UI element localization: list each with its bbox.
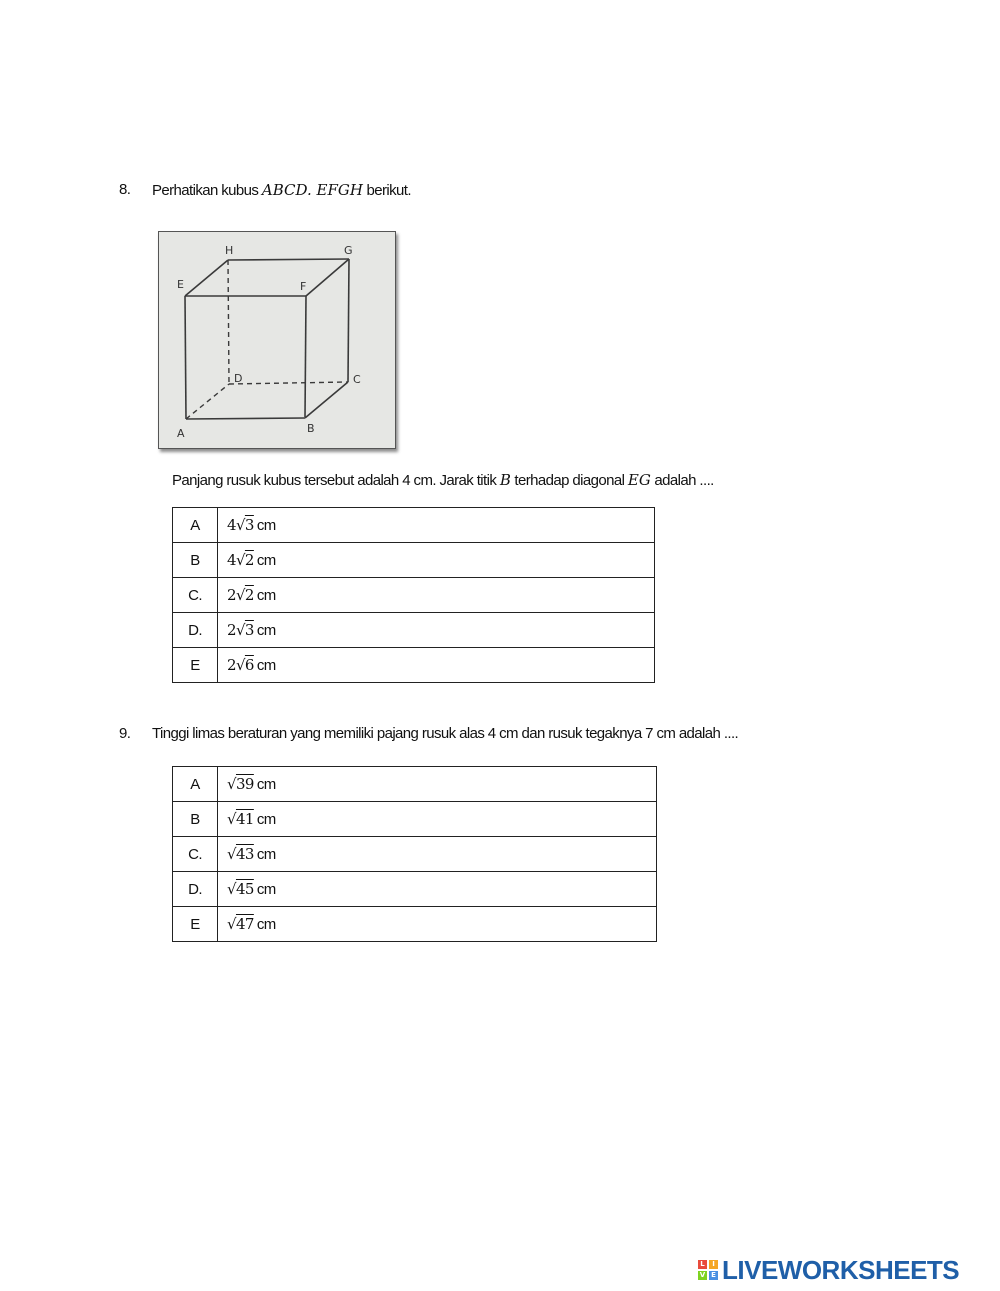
cube-label-b: B [307, 422, 315, 435]
q9-option-e-row[interactable] [173, 907, 657, 942]
q9-option-unit: cm [256, 776, 276, 793]
q9-option-d-row[interactable] [173, 872, 657, 907]
q9-option-unit: cm [256, 811, 276, 828]
root-symbol: √ [235, 551, 245, 569]
q8-option-b-row[interactable] [173, 543, 655, 578]
root-symbol: √ [227, 810, 236, 828]
q9-option-unit: cm [256, 881, 276, 898]
root-symbol: √ [235, 656, 245, 674]
q8-option-coef: 4 [227, 551, 236, 569]
q8-option-e-row[interactable] [173, 648, 655, 683]
question-8-text-part3: adalah .... [654, 472, 714, 489]
q9-option-answer[interactable] [218, 837, 657, 872]
q9-option-answer[interactable] [218, 872, 657, 907]
root-symbol: √ [227, 845, 236, 863]
logo-text: LIVEWORKSHEETS [722, 1254, 960, 1285]
q9-option-answer[interactable] [218, 802, 657, 837]
q8-option-unit: cm [256, 587, 276, 604]
q9-option-letter: C. [173, 837, 218, 872]
q8-option-answer[interactable] [218, 508, 655, 543]
q9-option-radicand: 39 [235, 775, 254, 793]
q8-option-coef: 2 [227, 656, 236, 674]
q8-option-coef: 2 [227, 586, 236, 604]
q8-option-unit: cm [256, 622, 276, 639]
q9-option-radicand: 47 [235, 915, 254, 933]
logo-mark-letter: E [709, 1271, 718, 1280]
question-9-options-table [172, 766, 657, 942]
cube-label-e: E [177, 278, 184, 291]
question-8-diagonal-eg: EG [627, 471, 651, 489]
logo-mark-letter: I [709, 1260, 718, 1269]
q9-option-radicand: 41 [235, 810, 254, 828]
q9-option-radicand: 43 [235, 845, 254, 863]
question-9-text: Tinggi limas beraturan yang memiliki pajang rusuk alas 4 cm dan rusuk tegaknya 7 cm adalah .... [152, 725, 739, 742]
question-8-point-b: B [499, 471, 511, 489]
root-symbol: √ [227, 775, 236, 793]
cube-drawing [159, 232, 395, 448]
question-8-intro [152, 181, 411, 199]
logo-mark-icon [698, 1260, 718, 1280]
logo-mark-letter: V [699, 1271, 706, 1279]
question-8-text-part1: Panjang rusuk kubus tersebut adalah 4 cm. Jarak titik [172, 472, 497, 489]
q8-option-answer[interactable] [218, 578, 655, 613]
cube-label-a: A [177, 427, 185, 440]
q9-option-letter: E [173, 907, 218, 942]
cube-label-h: H [225, 244, 234, 257]
question-8-options-table [172, 507, 655, 683]
cube-photo [158, 231, 396, 449]
q8-option-answer[interactable] [218, 648, 655, 683]
q9-option-unit: cm [256, 846, 276, 863]
q9-option-letter: A [173, 767, 218, 802]
q8-option-unit: cm [256, 552, 276, 569]
q8-option-letter: D. [173, 613, 218, 648]
question-8-intro-end: berikut. [366, 182, 411, 199]
q9-option-c-row[interactable] [173, 837, 657, 872]
q9-option-a-row[interactable] [173, 767, 657, 802]
q8-option-unit: cm [256, 517, 276, 534]
q8-option-answer[interactable] [218, 613, 655, 648]
q9-option-unit: cm [256, 916, 276, 933]
root-symbol: √ [235, 621, 245, 639]
cube-label-c: C [353, 373, 361, 386]
q8-option-coef: 2 [227, 621, 236, 639]
question-8-number: 8. [119, 181, 131, 198]
root-symbol: √ [227, 915, 236, 933]
logo-mark-letter: L [698, 1260, 707, 1269]
root-symbol: √ [235, 586, 245, 604]
q8-option-radicand: 2 [244, 586, 254, 604]
q8-option-letter: C. [173, 578, 218, 613]
q8-option-coef: 4 [227, 516, 236, 534]
q8-option-a-row[interactable] [173, 508, 655, 543]
question-8-text [172, 471, 714, 489]
q9-option-letter: D. [173, 872, 218, 907]
q9-option-answer[interactable] [218, 907, 657, 942]
q8-option-radicand: 6 [244, 656, 254, 674]
q8-option-d-row[interactable] [173, 613, 655, 648]
q8-option-unit: cm [256, 657, 276, 674]
liveworksheets-logo[interactable] [698, 1256, 959, 1284]
q8-option-radicand: 3 [244, 516, 254, 534]
q8-option-letter: B [173, 543, 218, 578]
q8-option-answer[interactable] [218, 543, 655, 578]
q8-option-letter: E [173, 648, 218, 683]
question-8-text-part2: terhadap diagonal [514, 472, 625, 489]
root-symbol: √ [227, 880, 236, 898]
q9-option-b-row[interactable] [173, 802, 657, 837]
q9-option-radicand: 45 [235, 880, 254, 898]
q8-option-c-row[interactable] [173, 578, 655, 613]
question-8-cube-name: ABCD. EFGH [261, 181, 363, 199]
q8-option-radicand: 2 [244, 551, 254, 569]
cube-label-f: F [300, 280, 307, 293]
q9-option-letter: B [173, 802, 218, 837]
q9-option-answer[interactable] [218, 767, 657, 802]
q8-option-radicand: 3 [244, 621, 254, 639]
q8-option-letter: A [173, 508, 218, 543]
question-9-number: 9. [119, 725, 131, 742]
question-8-intro-text: Perhatikan kubus [152, 182, 259, 199]
root-symbol: √ [235, 516, 245, 534]
cube-label-g: G [344, 244, 353, 257]
cube-label-d: D [234, 372, 243, 385]
